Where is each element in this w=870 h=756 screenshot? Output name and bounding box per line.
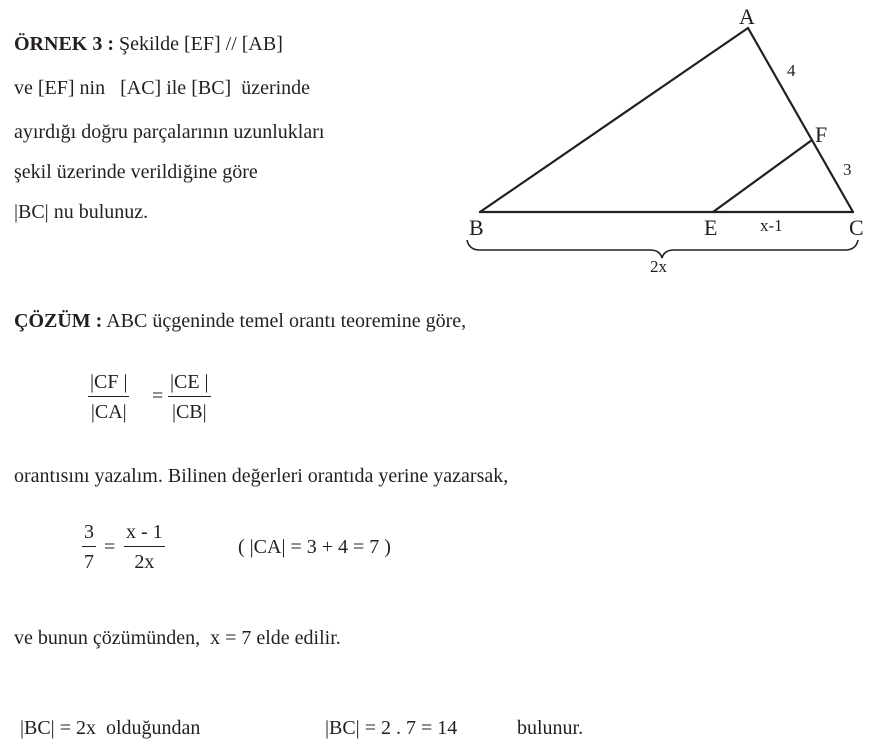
side-ac <box>748 28 853 212</box>
final-result-c: bulunur. <box>517 717 584 739</box>
brace-bc <box>467 240 858 258</box>
eq1-rhs-den: |CB| <box>171 401 207 423</box>
eq2-lhs-den: 7 <box>84 551 94 573</box>
eq2-rhs <box>124 522 165 572</box>
side-ab <box>480 28 748 212</box>
segment-label-af: 4 <box>787 61 796 80</box>
final-result-a: |BC| = 2x olduğundan <box>20 717 201 739</box>
eq2-note: ( |CA| = 3 + 4 = 7 ) <box>238 536 391 558</box>
segment-label-bc: 2x <box>650 257 667 276</box>
segment-label-fc: 3 <box>843 160 852 179</box>
solution-intro-text: ABC üçgeninde temel orantı teoremine göre, <box>106 310 467 332</box>
eq1-lhs <box>88 372 129 422</box>
triangle-figure <box>0 0 870 300</box>
eq2-equals: = <box>104 536 116 558</box>
vertex-label-b: B <box>469 215 484 240</box>
final-result-b: |BC| = 2 . 7 = 14 <box>325 717 458 739</box>
eq2-lhs-num: 3 <box>82 522 96 547</box>
problem-text-1: Şekilde [EF] // [AB] <box>119 33 283 55</box>
eq1-rhs-num: |CE | <box>168 372 211 397</box>
eq2-rhs-num: x - 1 <box>124 522 165 547</box>
solution-text-3: ve bunun çözümünden, x = 7 elde edilir. <box>14 627 341 649</box>
eq2-rhs-den: 2x <box>134 551 155 573</box>
solution-intro <box>14 311 466 331</box>
vertex-label-f: F <box>815 122 828 147</box>
vertex-label-c: C <box>849 215 864 240</box>
problem-line-4: şekil üzerinde verildiğine göre <box>14 161 258 183</box>
problem-heading: ÖRNEK 3 : <box>14 33 114 55</box>
problem-line-2: ve [EF] nin [AC] ile [BC] üzerinde <box>14 77 311 99</box>
eq1-lhs-den: |CA| <box>90 401 127 423</box>
segment-label-ec: x-1 <box>760 216 783 235</box>
eq2-lhs <box>82 522 96 572</box>
segment-ef <box>713 140 812 212</box>
eq1-lhs-num: |CF | <box>88 372 129 397</box>
eq1-equals: = <box>152 385 164 407</box>
vertex-label-a: A <box>739 4 755 29</box>
problem-line-5: |BC| nu bulunuz. <box>14 201 149 223</box>
eq1-rhs <box>168 372 211 422</box>
solution-text-2: orantısını yazalım. Bilinen değerleri orantıda yerine yazarsak, <box>14 465 509 487</box>
vertex-label-e: E <box>704 215 718 240</box>
problem-line-3: ayırdığı doğru parçalarının uzunlukları <box>14 121 325 143</box>
solution-heading: ÇÖZÜM : <box>14 310 103 332</box>
